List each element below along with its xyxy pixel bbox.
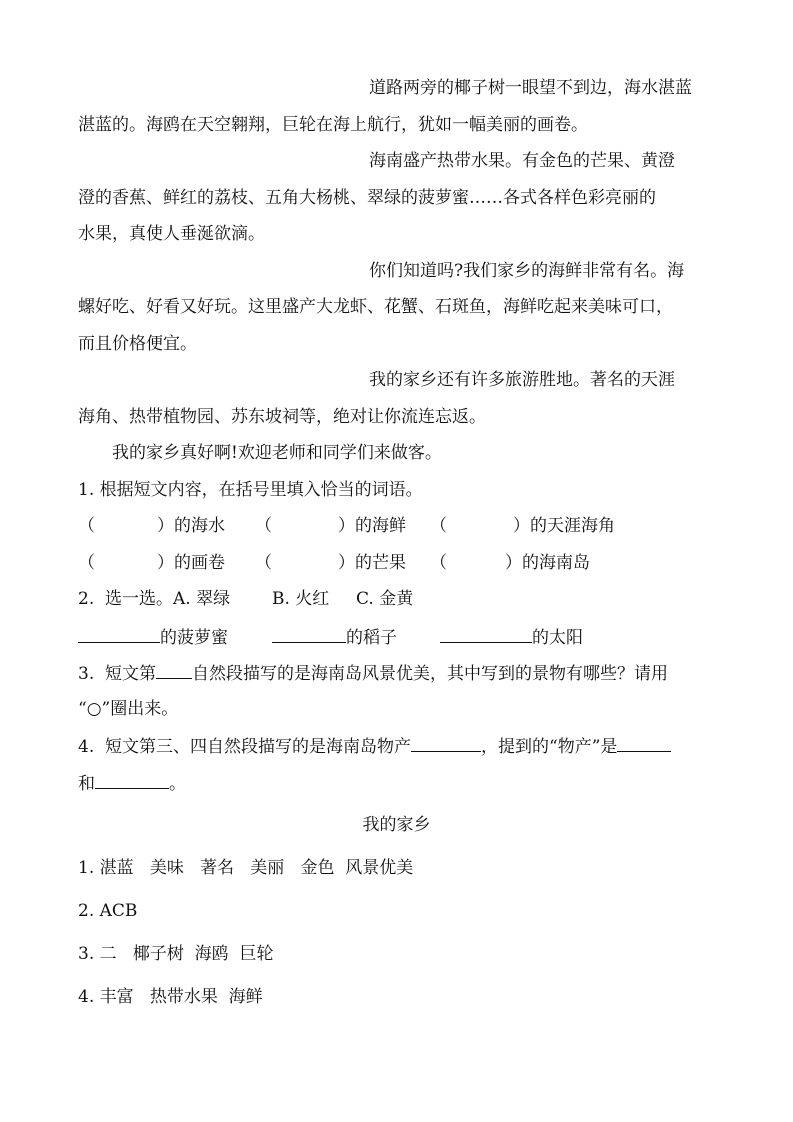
- close-paren: ）: [157, 553, 174, 573]
- close-paren: ）: [157, 516, 174, 536]
- question-1-row2-item1[interactable]: [78, 551, 225, 575]
- question-2-item3[interactable]: [440, 624, 583, 650]
- passage-p4-line2: 螺好吃、好看又好玩。这里盛产大龙虾、花蟹、石斑鱼，海鲜吃起来美味可口，: [78, 297, 673, 317]
- q2-item2-text: 的稻子: [346, 628, 397, 648]
- question-2-prompt: 2. 选一选。A. 翠绿: [78, 589, 231, 609]
- answer-blank[interactable]: [272, 624, 346, 643]
- question-3-line1: [78, 660, 668, 686]
- passage-p3-line3: 水果，真使人垂涎欲滴。: [78, 224, 265, 244]
- q1-row2-text2: 的芒果: [355, 553, 406, 573]
- question-4-line2: [78, 770, 186, 796]
- answer-blank[interactable]: [95, 770, 169, 789]
- q2-item1-text: 的菠萝蜜: [160, 628, 228, 648]
- open-paren: （: [78, 553, 95, 573]
- question-1-row1-item2[interactable]: [255, 514, 406, 538]
- answer-blank[interactable]: [440, 624, 532, 643]
- open-paren: （: [430, 553, 447, 573]
- question-2-option-c: C. 金黄: [356, 589, 414, 609]
- q4-line2b: 。: [169, 774, 186, 794]
- open-paren: （: [255, 553, 272, 573]
- question-3-line2: “○”圈出来。: [78, 699, 179, 719]
- passage-p2-line2: 湛蓝的。海鸥在天空翱翔，巨轮在海上航行，犹如一幅美丽的画卷。: [78, 115, 588, 135]
- q3-part2: 自然段描写的是海南岛风景优美，其中写到的景物有哪些？请用: [192, 664, 669, 684]
- question-2-item2[interactable]: [272, 624, 397, 650]
- q4-line2a: 和: [78, 774, 95, 794]
- open-paren: （: [430, 516, 447, 536]
- passage-p6-line1: 我的家乡真好啊!欢迎老师和同学们来做客。: [112, 443, 442, 463]
- close-paren: ）: [513, 516, 530, 536]
- passage-p3-line2: 澄的香蕉、鲜红的荔枝、五角大杨桃、翠绿的菠萝蜜……各式各样色彩亮丽的: [78, 188, 656, 208]
- question-1-row1-item1[interactable]: [78, 514, 225, 538]
- question-2-item1[interactable]: [78, 624, 228, 650]
- close-paren: ）: [338, 553, 355, 573]
- q1-row1-text1: 的海水: [174, 516, 225, 536]
- passage-p5-line1: 我的家乡还有许多旅游胜地。著名的天涯: [369, 370, 675, 390]
- answer-blank[interactable]: [78, 624, 160, 643]
- q1-row1-text3: 的天涯海角: [530, 516, 615, 536]
- passage-p2-line1: 道路两旁的椰子树一眼望不到边，海水湛蓝: [369, 78, 692, 98]
- q4-part1: 4. 短文第三、四自然段描写的是海南岛物产: [78, 737, 412, 757]
- answer-3: 3. 二 椰子树 海鸥 巨轮: [78, 944, 274, 964]
- q1-row2-text1: 的画卷: [174, 553, 225, 573]
- question-1-prompt: 1. 根据短文内容，在括号里填入恰当的词语。: [78, 480, 423, 500]
- passage-p4-line3: 而且价格便宜。: [78, 334, 197, 354]
- open-paren: （: [78, 516, 95, 536]
- q2-item3-text: 的太阳: [532, 628, 583, 648]
- answers-title: 我的家乡: [362, 815, 431, 835]
- answer-blank[interactable]: [411, 733, 481, 752]
- question-1-row1-item3[interactable]: [430, 514, 615, 538]
- question-2-option-b: B. 火红: [272, 589, 330, 609]
- q3-part1: 3. 短文第: [78, 664, 157, 684]
- answer-2: 2. ACB: [78, 901, 138, 921]
- question-4-line1: [78, 733, 671, 759]
- answer-1: 1. 湛蓝 美味 著名 美丽 金色 风景优美: [78, 858, 414, 878]
- close-paren: ）: [505, 553, 522, 573]
- passage-p4-line1: 你们知道吗?我们家乡的海鲜非常有名。海: [369, 261, 685, 281]
- question-1-row2-item2[interactable]: [255, 551, 406, 575]
- open-paren: （: [255, 516, 272, 536]
- q1-row1-text2: 的海鲜: [355, 516, 406, 536]
- close-paren: ）: [338, 516, 355, 536]
- passage-p3-line1: 海南盛产热带水果。有金色的芒果、黄澄: [369, 151, 675, 171]
- question-1-row2-item3[interactable]: [430, 551, 590, 575]
- answer-4: 4. 丰富 热带水果 海鲜: [78, 987, 263, 1007]
- answer-blank[interactable]: [156, 660, 192, 679]
- q4-part2: ，提到的“物产”是: [481, 737, 618, 757]
- q1-row2-text3: 的海南岛: [522, 553, 590, 573]
- passage-p5-line2: 海角、热带植物园、苏东坡祠等，绝对让你流连忘返。: [78, 407, 486, 427]
- answer-blank[interactable]: [617, 733, 671, 752]
